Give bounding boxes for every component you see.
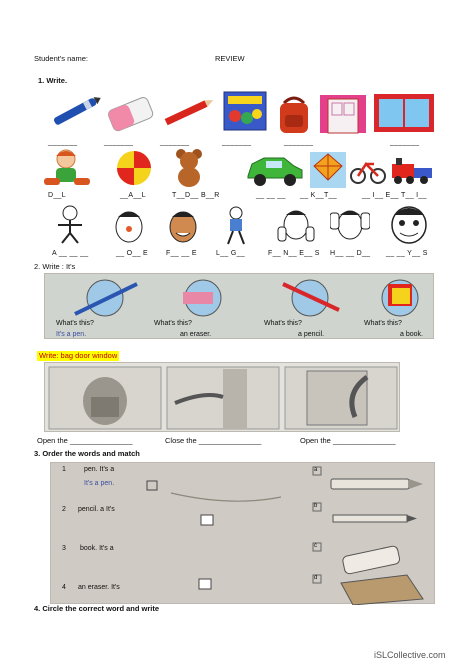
section3-heading: 3. Order the words and match	[34, 449, 140, 458]
spell-blank[interactable]: F__ N__ E__ S	[268, 250, 320, 257]
match-letter: a	[314, 467, 318, 473]
door-image	[318, 93, 368, 135]
answer-example: It's a pen.	[56, 331, 87, 338]
spell-blank[interactable]: F__ __ E	[166, 250, 197, 257]
spell-blank[interactable]: __A__L	[120, 192, 146, 199]
bag-door-window-drawing	[45, 363, 401, 433]
spell-blank[interactable]: __ __ __	[256, 192, 286, 199]
bike-image	[350, 156, 386, 186]
order-row-words: an eraser. It's	[78, 584, 120, 591]
eraser-image	[106, 95, 156, 135]
write-blank[interactable]: _______	[222, 139, 252, 146]
answer-text: a book.	[400, 331, 423, 338]
order-row-number: 1	[62, 466, 66, 473]
write-words-prompt: Write: bag door window	[39, 351, 118, 360]
order-row-number: 4	[62, 584, 66, 591]
spell-blank[interactable]: __ I__ E__ T__ I__	[362, 192, 427, 199]
answer-text: an eraser.	[180, 331, 212, 338]
order-row-number: 3	[62, 545, 66, 552]
nose-face-image	[112, 205, 146, 245]
match-letter: c	[314, 543, 317, 549]
kite-image	[308, 150, 348, 190]
write-blank[interactable]: _______	[104, 139, 134, 146]
doll-image	[42, 148, 92, 188]
boy-arms-image	[54, 205, 86, 245]
match-letter: d	[314, 575, 318, 581]
write-blank[interactable]: _______	[390, 139, 420, 146]
bag-image	[276, 93, 312, 135]
spell-blank[interactable]: A __ __ __	[52, 250, 89, 257]
legs-image	[222, 206, 250, 246]
pen-image	[48, 94, 104, 128]
whats-this-photo	[44, 273, 434, 339]
car-image	[244, 150, 304, 188]
spell-blank[interactable]: H__ __ D__	[330, 250, 371, 257]
section4-heading: 4. Circle the correct word and write	[34, 604, 160, 613]
open-bag-blank[interactable]: Open the _______________	[37, 436, 133, 445]
pencil-image	[162, 94, 216, 130]
section1-heading: 1. Write.	[38, 76, 68, 85]
spell-blank[interactable]: __ __ Y__ S	[386, 250, 428, 257]
hands-image	[330, 205, 370, 245]
face-image	[166, 205, 200, 245]
train-image	[390, 156, 436, 186]
ball-image	[114, 148, 154, 188]
page-title: REVIEW	[215, 54, 245, 63]
order-row-words: book. It's a	[80, 545, 114, 552]
order-row-words: pencil. a It's	[78, 506, 115, 513]
open-window-blank[interactable]: Open the _______________	[300, 436, 396, 445]
section2-heading: 2. Write : It's	[34, 262, 76, 271]
eyes-face-image	[388, 203, 430, 245]
spell-blank[interactable]: L__ G__	[216, 250, 245, 257]
match-letter: b	[314, 503, 318, 509]
spell-blank[interactable]: T__D__ B__R	[172, 192, 220, 199]
order-example-answer: It's a pen.	[84, 480, 115, 487]
spell-blank[interactable]: D__L	[48, 192, 66, 199]
close-door-blank[interactable]: Close the _______________	[165, 436, 262, 445]
bubble-question: What's this?	[154, 320, 192, 327]
write-blank[interactable]: _______	[160, 139, 190, 146]
spell-blank[interactable]: __ O__ E	[116, 250, 148, 257]
write-blank[interactable]: _______	[284, 139, 314, 146]
window-image	[372, 92, 436, 134]
order-row-words: pen. It's a	[84, 466, 115, 473]
bubble-question: What's this?	[264, 320, 302, 327]
bubble-question: What's this?	[56, 320, 94, 327]
bag-door-window-photo	[44, 362, 400, 432]
book-image	[222, 90, 268, 132]
teddy-bear-image	[172, 148, 206, 188]
whats-this-drawing	[45, 274, 435, 340]
write-blank[interactable]: _______	[48, 139, 78, 146]
bubble-question: What's this?	[364, 320, 402, 327]
watermark: iSLCollective.com	[374, 650, 446, 660]
fingers-image	[276, 205, 316, 245]
student-name-label: Student's name:	[34, 54, 88, 63]
spell-blank[interactable]: __ K__T__	[300, 192, 337, 199]
answer-text: a pencil.	[298, 331, 325, 338]
order-row-number: 2	[62, 506, 66, 513]
